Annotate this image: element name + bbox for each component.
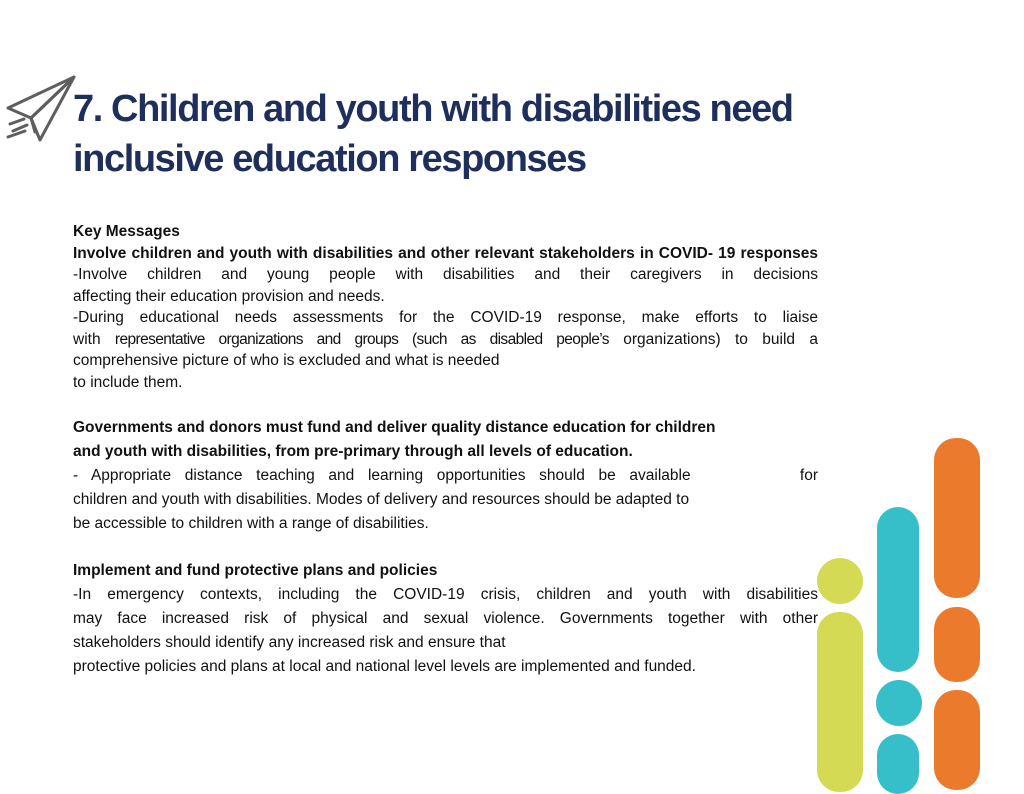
orange-pill-bottom [934, 690, 980, 790]
teal-pill-long [877, 507, 919, 672]
lime-pill [817, 612, 863, 792]
teal-pill-bottom [877, 734, 919, 794]
section-1-heading: Involve children and youth with disabilities and other relevant stakeholders in COVID- 19 responses [73, 244, 818, 262]
section-2-heading-line-1: Governments and donors must fund and deliver quality distance education for children [73, 419, 716, 436]
lime-dot [817, 558, 863, 604]
slide-title: 7. Children and youth with disabilities need inclusive education responses [73, 88, 793, 180]
section-3-line-3: stakeholders should identify any increased risk and ensure that [73, 634, 506, 651]
section-3-line-4: protective policies and plans at local and national level levels are implemented and funded. [73, 658, 696, 675]
section-2-heading-line-2: and youth with disabilities, from pre-primary through all levels of education. [73, 443, 633, 460]
line-2-middle: representative organizations and groups (such as disabled people’s [114, 330, 609, 348]
orange-pill-top [934, 438, 980, 598]
section-3-line-1: -In emergency contexts, including the COVID-19 crisis, children and youth with disabilities [73, 586, 818, 603]
section-2-line-3: be accessible to children with a range of disabilities. [73, 515, 429, 532]
slide-body [73, 221, 818, 679]
paper-plane-icon [4, 74, 76, 144]
section-1-paragraph-2-line-1: -During educational needs assessments for the COVID-19 response, make efforts to liaise [73, 309, 818, 326]
section-1-paragraph-2-line-3: comprehensive picture of who is excluded and what is needed [73, 352, 500, 369]
section-2-line-2: children and youth with disabilities. Modes of delivery and resources should be adapted to [73, 491, 690, 508]
section-3-line-2: may face increased risk of physical and sexual violence. Governments together with other [73, 610, 818, 627]
section-3-heading: Implement and fund protective plans and policies [73, 562, 438, 579]
section-1-paragraph-2-line-2 [73, 329, 818, 351]
orange-pill-middle [934, 607, 980, 682]
teal-dot [876, 680, 922, 726]
section-1-paragraph-2-line-4: to include them. [73, 373, 183, 391]
section-2-line-1: - Appropriate distance teaching and learning opportunities should be available for [73, 467, 818, 484]
section-1-paragraph-1: -Involve children and young people with disabilities and their caregivers in decisions [73, 266, 818, 283]
line-2-end: organizations) to build a [608, 330, 818, 348]
section-1-paragraph-1-continued: affecting their education provision and needs. [73, 287, 385, 305]
key-messages-heading: Key Messages [73, 223, 180, 240]
line-2-start: with [73, 330, 115, 348]
